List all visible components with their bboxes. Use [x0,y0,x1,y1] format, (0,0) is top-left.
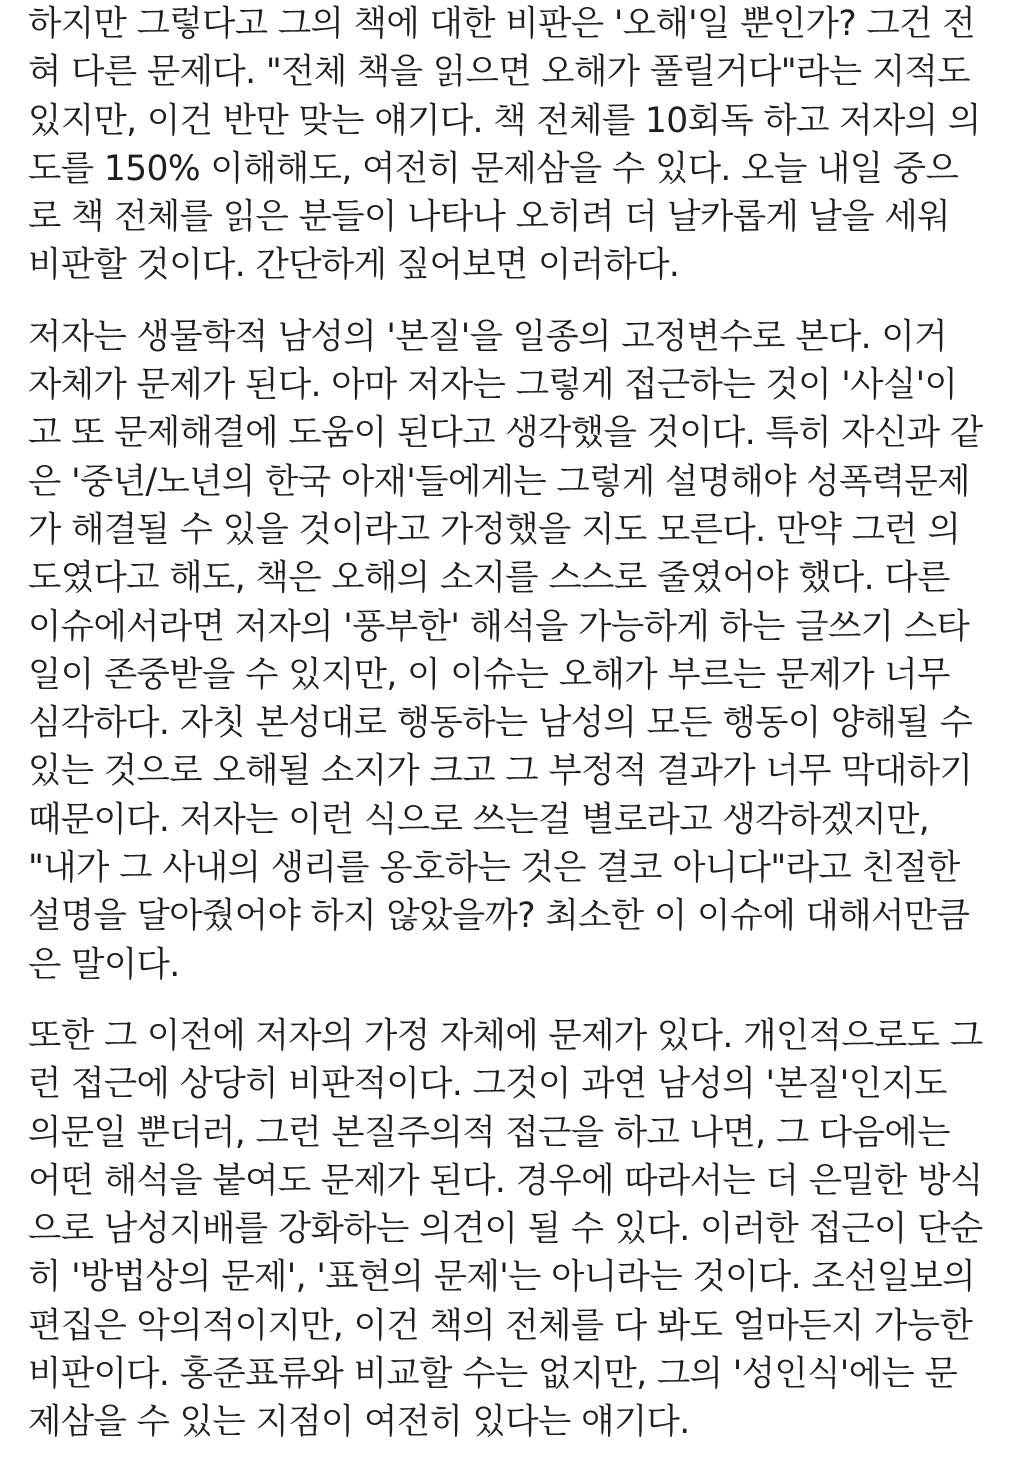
text-line: 일이 존중받을 수 있지만, 이 이슈는 오해가 부르는 문제가 너무 [28,654,950,695]
text-line: 혀 다른 문제다. "전체 책을 읽으면 오해가 풀릴거다"라는 지적도 [28,52,971,93]
text-line: 하지만 그렇다고 그의 책에 대한 비판은 '오해'일 뿐인가? 그건 전 [28,4,975,44]
text-line: 저자는 생물학적 남성의 '본질'을 일종의 고정변수로 본다. 이거 [28,316,947,357]
text-line: 또한 그 이전에 저자의 가정 자체에 문제가 있다. 개인적으로도 그 [28,1015,983,1056]
text-line: 로 책 전체를 읽은 분들이 나타나 오히려 더 날카롭게 날을 세워 [28,197,950,238]
text-line: 심각하다. 자칫 본성대로 행동하는 남성의 모든 행동이 양해될 수 [28,703,973,744]
text-line: 이슈에서라면 저자의 '풍부한' 해석을 가능하게 하는 글쓰기 스타 [28,606,970,647]
text-line: 의문일 뿐더러, 그런 본질주의적 접근을 하고 나면, 그 다음에는 [28,1112,950,1153]
text-line: 히 '방법상의 문제', '표현의 문제'는 아니라는 것이다. 조선일보의 [28,1257,976,1298]
text-line: 고 또 문제해결에 도움이 된다고 생각했을 것이다. 특히 자신과 같 [28,413,983,454]
text-line: 런 접근에 상당히 비판적이다. 그것이 과연 남성의 '본질'인지도 [28,1064,947,1105]
text-line: 은 말이다. [28,944,180,985]
text-line: 도였다고 해도, 책은 오해의 소지를 스스로 줄였어야 했다. 다른 [28,558,950,599]
text-line: 자체가 문제가 된다. 아마 저자는 그렇게 접근하는 것이 '사실'이 [28,365,958,406]
text-line: 으로 남성지배를 강화하는 의견이 될 수 있다. 이러한 접근이 단순 [28,1209,983,1250]
text-line: 어떤 해석을 붙여도 문제가 된다. 경우에 따라서는 더 은밀한 방식 [28,1160,983,1201]
text-line: 때문이다. 저자는 이런 식으로 쓰는걸 별로라고 생각하겠지만, [28,799,930,840]
text-line: 비판할 것이다. 간단하게 짚어보면 이러하다. [28,245,680,286]
paragraph-2 [28,313,1024,989]
text-line: 있는 것으로 오해될 소지가 크고 그 부정적 결과가 너무 막대하기 [28,751,973,792]
paragraph-3 [28,1012,1024,1447]
text-line: "내가 그 사내의 생리를 옹호하는 것은 결코 아니다"라고 친절한 [28,848,960,889]
paragraph-1 [28,0,1024,290]
text-line: 은 '중년/노년의 한국 아재'들에게는 그렇게 설명해야 성폭력문제 [28,461,970,502]
text-line: 설명을 달아줬어야 하지 않았을까? 최소한 이 이슈에 대해서만큼 [28,896,970,937]
text-line: 가 해결될 수 있을 것이라고 가정했을 지도 모른다. 만약 그런 의 [28,509,961,550]
text-line: 있지만, 이건 반만 맞는 얘기다. 책 전체를 10회독 하고 저자의 의 [28,100,981,141]
text-line: 비판이다. 홍준표류와 비교할 수는 없지만, 그의 '성인식'에는 문 [28,1354,958,1395]
text-line: 도를 150% 이해해도, 여전히 문제삼을 수 있다. 오늘 내일 중으 [28,148,959,189]
text-line: 제삼을 수 있는 지점이 여전히 있다는 얘기다. [28,1402,690,1443]
text-line: 편집은 악의적이지만, 이건 책의 전체를 다 봐도 얼마든지 가능한 [28,1305,973,1346]
